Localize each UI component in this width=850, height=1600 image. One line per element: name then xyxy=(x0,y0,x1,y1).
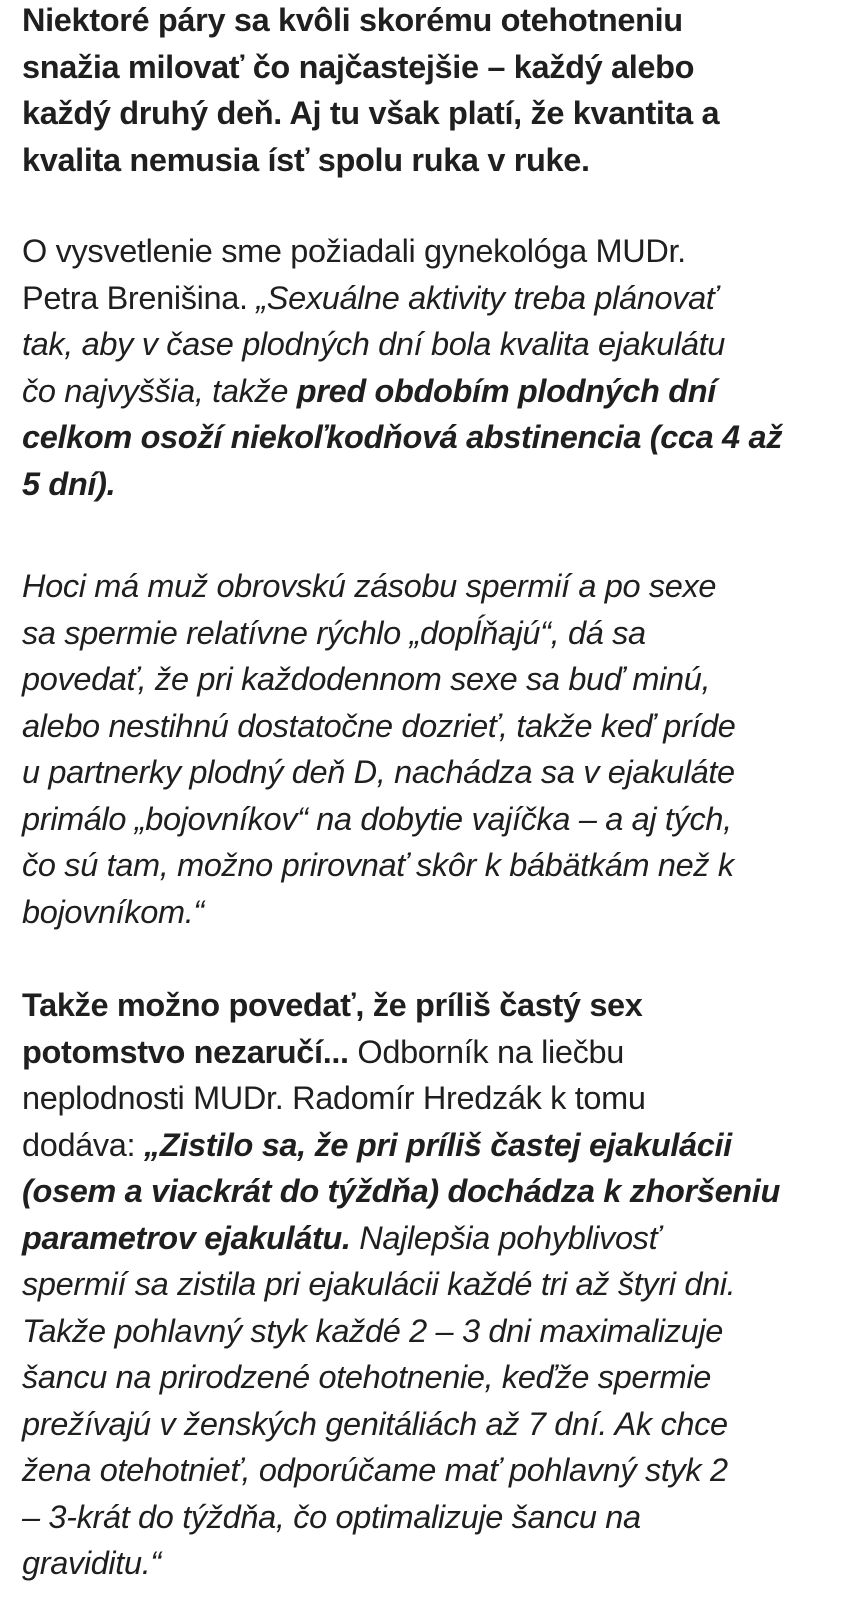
emphasis-text: parametrov ejakulátu. xyxy=(22,1219,351,1256)
paragraph-line: O vysvetlenie sme požiadali gynekológa MUDr. xyxy=(22,233,686,269)
emphasis-text: 5 dní) xyxy=(22,465,107,502)
quote-line: šancu na prirodzené otehotnenie, keďže spermie xyxy=(22,1359,711,1395)
intro-line: snažia milovať čo najčastejšie – každý alebo xyxy=(22,48,695,85)
quote-line: čo sú tam, možno prirovnať skôr k bábätkám než k xyxy=(22,847,734,883)
normal-text: dodáva: xyxy=(22,1126,144,1163)
emphasis-line: Takže možno povedať, že príliš častý sex xyxy=(22,987,643,1023)
quote-line: Hoci má muž obrovskú zásobu spermií a po sexe xyxy=(22,568,717,604)
quote-paragraph xyxy=(22,563,842,935)
emphasis-text: pred obdobím plodných dní xyxy=(296,372,716,409)
paragraph-line: neplodnosti MUDr. Radomír Hredzák k tomu xyxy=(22,1080,646,1116)
quote-line: alebo nestihnú dostatočne dozrieť, takže keď príde xyxy=(22,707,736,744)
gynecologist-paragraph xyxy=(22,228,842,507)
quote-text: čo najvyššia, takže xyxy=(22,372,297,409)
quote-line: spermií sa zistila pri ejakulácii každé tri až štyri dni. xyxy=(22,1266,736,1302)
quote-line: u partnerky plodný deň D, nachádza sa v ejakuláte xyxy=(22,754,735,790)
quote-text: . xyxy=(106,465,116,502)
normal-text: Petra Brenišina. xyxy=(22,279,257,316)
quote-line: Takže pohlavný styk každé 2 – 3 dni maximalizuje xyxy=(22,1312,723,1349)
emphasis-text: potomstvo nezaručí... xyxy=(22,1033,349,1070)
emphasis-text: „Zistilo sa, že pri príliš častej ejakulácii xyxy=(143,1126,732,1163)
paragraph-line xyxy=(22,275,842,322)
paragraph-line xyxy=(22,1215,842,1262)
normal-text: Odborník na liečbu xyxy=(348,1033,624,1070)
paragraph-line xyxy=(22,461,842,508)
emphasis-line: celkom osoží niekoľkodňová abstinencia (cca 4 až xyxy=(22,419,783,455)
quote-line: prežívajú v ženských genitáliách až 7 dní. Ak chce xyxy=(22,1405,728,1442)
specialist-paragraph xyxy=(22,982,842,1587)
quote-line: primálo „bojovníkov“ na dobytie vajíčka – a aj tých, xyxy=(22,800,732,837)
quote-text: Najlepšia pohyblivosť xyxy=(350,1219,660,1256)
paragraph-line xyxy=(22,1122,842,1169)
intro-line: Niektoré páry sa kvôli skorému otehotneniu xyxy=(22,2,683,38)
quote-line: – 3-krát do týždňa, čo optimalizuje šancu na xyxy=(22,1498,641,1535)
quote-line: žena otehotnieť, odporúčame mať pohlavný styk 2 xyxy=(22,1452,728,1488)
quote-line: povedať, že pri každodennom sexe sa buď minú, xyxy=(22,661,711,697)
quote-line: sa spermie relatívne rýchlo „dopĺňajú“, dá sa xyxy=(22,614,646,651)
paragraph-line xyxy=(22,368,842,415)
quote-line: graviditu.“ xyxy=(22,1545,161,1581)
quote-line: bojovníkom.“ xyxy=(22,893,204,930)
intro-line: každý druhý deň. Aj tu však platí, že kvantita a xyxy=(22,95,720,131)
intro-line: kvalita nemusia ísť spolu ruka v ruke. xyxy=(22,141,590,178)
quote-line: tak, aby v čase plodných dní bola kvalita ejakulátu xyxy=(22,326,726,362)
intro-paragraph xyxy=(22,0,842,183)
paragraph-line xyxy=(22,1029,842,1076)
emphasis-line: (osem a viackrát do týždňa) dochádza k zhoršeniu xyxy=(22,1173,780,1209)
quote-text: „Sexuálne aktivity treba plánovať xyxy=(256,279,717,316)
